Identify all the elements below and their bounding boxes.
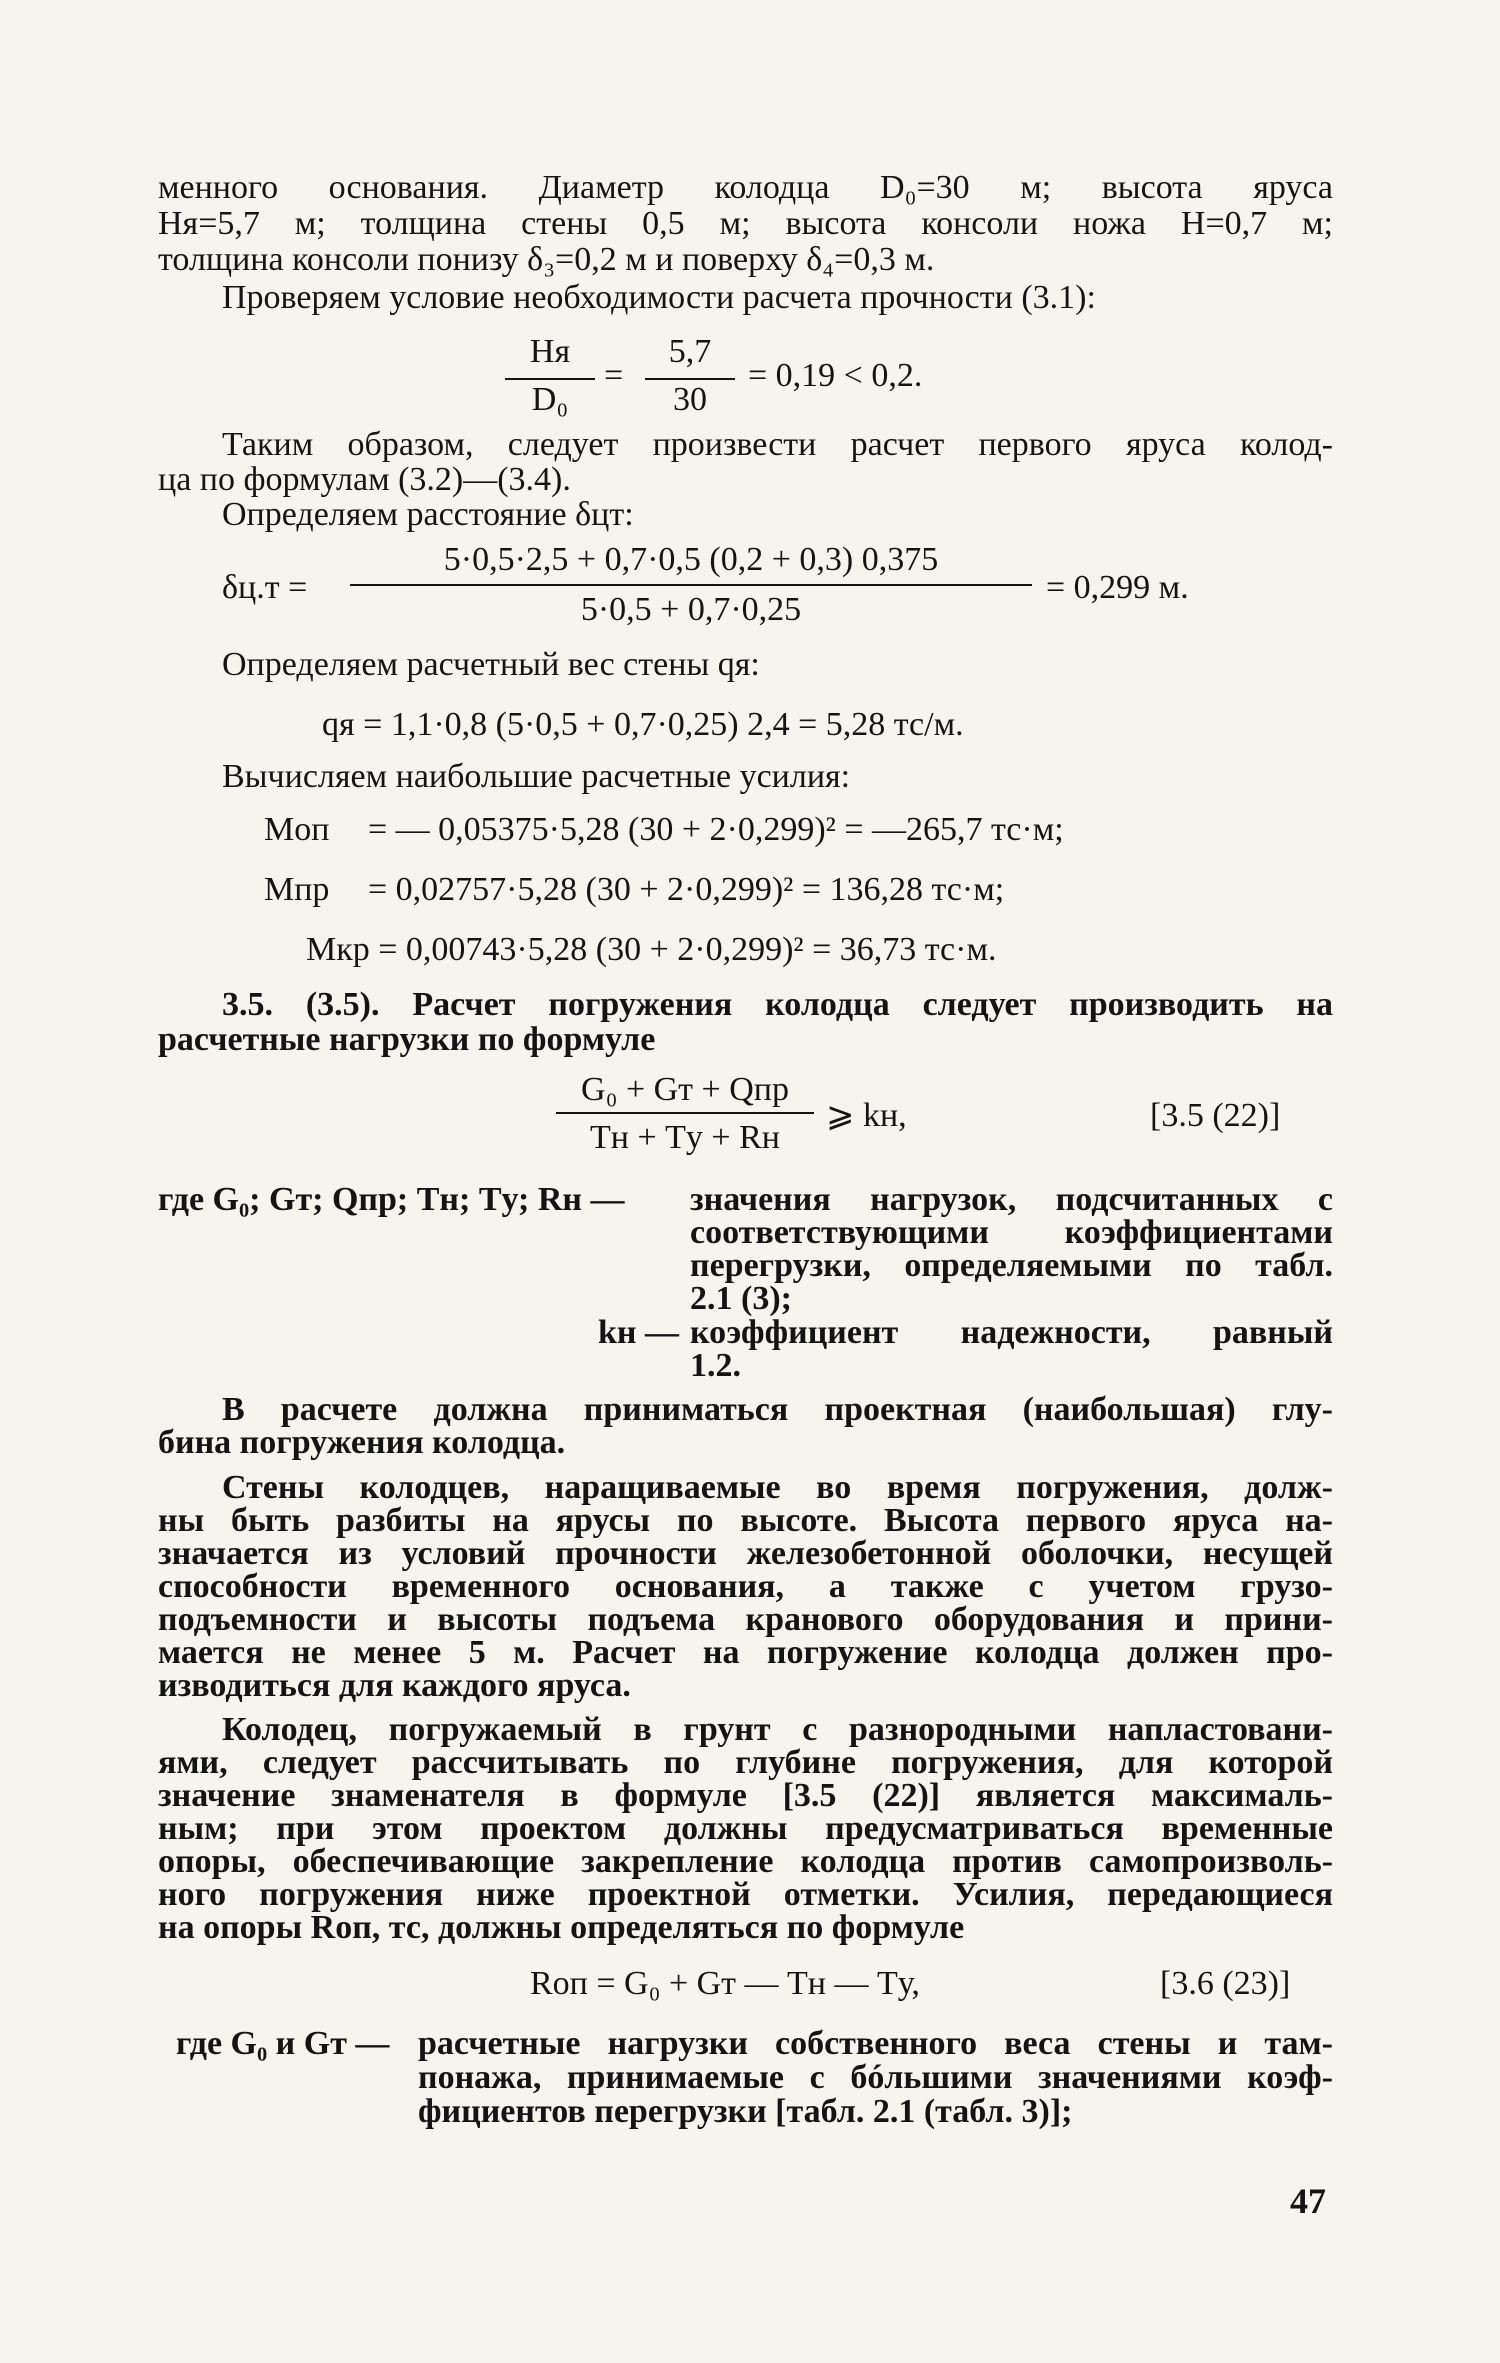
where1-line-6: 1.2. — [690, 1347, 741, 1384]
f5-ref: [3.6 (23)] — [1160, 1965, 1291, 2002]
para-depth-line-2: бина погружения колодца. — [158, 1424, 566, 1461]
para1-line-2: Hя=5,7 м; толщина стены 0,5 м; высота консоли ножа H=0,7 м; — [158, 205, 1333, 242]
where1-line-1: значения нагрузок, подсчитанных с — [690, 1181, 1333, 1218]
para-walls-line-3: значается из условий прочности железобетонной оболочки, несущей — [158, 1535, 1333, 1572]
f1-equals: = — [604, 357, 624, 394]
para-walls-line-2: ны быть разбиты на ярусы по высоте. Высота первого яруса на- — [158, 1502, 1333, 1539]
f1-denominator: D₀ — [531, 381, 569, 418]
f1-numerator: Hя — [529, 333, 571, 370]
para1-line-3: толщина консоли понизу δ₃=0,2 м и поверху δ₄=0,3 м. — [158, 241, 935, 278]
f4-denominator: Tн + Tу + Rн — [590, 1119, 780, 1156]
weight-line: Определяем расчетный вес стены qя: — [222, 646, 760, 683]
where1-lead: где G₀; Gт; Qпр; Tн; Tу; Rн — — [158, 1181, 625, 1218]
f2-lhs: δц.т = — [222, 569, 308, 606]
page-number: 47 — [1290, 2181, 1326, 2221]
para-walls-line-6: мается не менее 5 м. Расчет на погружение колодца должен про- — [158, 1634, 1333, 1671]
f1-denominator-2: 30 — [673, 381, 707, 418]
para2-line-1: Таким образом, следует произвести расчет первого яруса колод- — [222, 426, 1333, 463]
forces-line: Вычисляем наибольшие расчетные усилия: — [222, 758, 851, 795]
where2-line-3: фициентов перегрузки [табл. 2.1 (табл. 3)]; — [418, 2093, 1073, 2130]
para-well-line-6: ного погружения ниже проектной отметки. Усилия, передающиеся — [158, 1876, 1333, 1913]
para-depth-line-1: В расчете должна приниматься проектная (наибольшая) глу- — [222, 1391, 1333, 1428]
para-well-line-3: значение знаменателя в формуле [3.5 (22)] является максималь- — [158, 1777, 1333, 1814]
para1-line-1: менного основания. Диаметр колодца D₀=30 м; высота яруса — [158, 169, 1333, 206]
m-op-label: Mоп — [264, 811, 330, 848]
para-well-line-5: опоры, обеспечивающие закрепление колодца против самопроизволь- — [158, 1843, 1333, 1880]
f2-numerator: 5·0,5·2,5 + 0,7·0,5 (0,2 + 0,3) 0,375 — [443, 541, 939, 578]
where1-lead-2: kн — — [598, 1314, 679, 1351]
m-pr-expr: = 0,02757·5,28 (30 + 2·0,299)² = 136,28 тс·м; — [368, 871, 1005, 908]
para-well-line-7: на опоры Rоп, тс, должны определяться по формуле — [158, 1909, 965, 1946]
f2-denominator: 5·0,5 + 0,7·0,25 — [580, 591, 802, 628]
where2-line-1: расчетные нагрузки собственного веса стены и там- — [418, 2025, 1333, 2062]
m-pr-label: Mпр — [264, 871, 330, 908]
para2-line-2: ца по формулам (3.2)—(3.4). — [158, 461, 571, 498]
para-walls-line-4: способности временного основания, а также с учетом грузо- — [158, 1568, 1333, 1605]
para-walls-line-5: подъемности и высоты подъема кранового оборудования и прини- — [158, 1601, 1333, 1638]
para-well-line-4: ным; при этом проектом должны предусматриваться временные — [158, 1810, 1333, 1847]
f2-result: = 0,299 м. — [1046, 569, 1189, 606]
para-walls-line-7: изводиться для каждого яруса. — [158, 1667, 631, 1704]
f1-result: = 0,19 < 0,2. — [748, 357, 923, 394]
f4-bar — [556, 1112, 814, 1114]
m-kr-formula: Mкр = 0,00743·5,28 (30 + 2·0,299)² = 36,73 тс·м. — [306, 931, 997, 968]
where2-lead: где G₀ и Gт — — [176, 2025, 390, 2062]
para-walls-line-1: Стены колодцев, наращиваемые во время погружения, долж- — [222, 1469, 1333, 1506]
sec35-line-1: 3.5. (3.5). Расчет погружения колодца следует производить на — [222, 986, 1333, 1023]
where1-line-4: 2.1 (3); — [690, 1280, 792, 1317]
formula-support: Rоп = G₀ + Gт — Tн — Tу, — [530, 1965, 920, 2002]
f2-bar — [350, 584, 1032, 586]
f4-numerator: G₀ + Gт + Qпр — [581, 1071, 789, 1108]
where2-line-2: понажа, принимаемые с бóльшими значениями коэф- — [418, 2059, 1333, 2096]
para-well-line-1: Колодец, погружаемый в грунт с разнородными напластовани- — [222, 1711, 1333, 1748]
where1-line-2: соответствующими коэффициентами — [690, 1214, 1333, 1251]
delta-line: Определяем расстояние δцт: — [222, 496, 634, 533]
formula-weight: qя = 1,1·0,8 (5·0,5 + 0,7·0,25) 2,4 = 5,28 тс/м. — [322, 706, 964, 743]
where1-line-3: перегрузки, определяемыми по табл. — [690, 1247, 1333, 1284]
f1-numerator-2: 5,7 — [668, 333, 712, 370]
f4-ref: [3.5 (22)] — [1150, 1097, 1281, 1134]
f4-rhs: ⩾ kн, — [826, 1097, 907, 1134]
m-op-expr: = — 0,05375·5,28 (30 + 2·0,299)² = —265,7 тс·м; — [368, 811, 1064, 848]
para-well-line-2: ями, следует рассчитывать по глубине погружения, для которой — [158, 1744, 1333, 1781]
sec35-line-2: расчетные нагрузки по формуле — [158, 1021, 656, 1058]
check-line: Проверяем условие необходимости расчета прочности (3.1): — [222, 279, 1096, 316]
where1-line-5: коэффициент надежности, равный — [690, 1314, 1333, 1351]
